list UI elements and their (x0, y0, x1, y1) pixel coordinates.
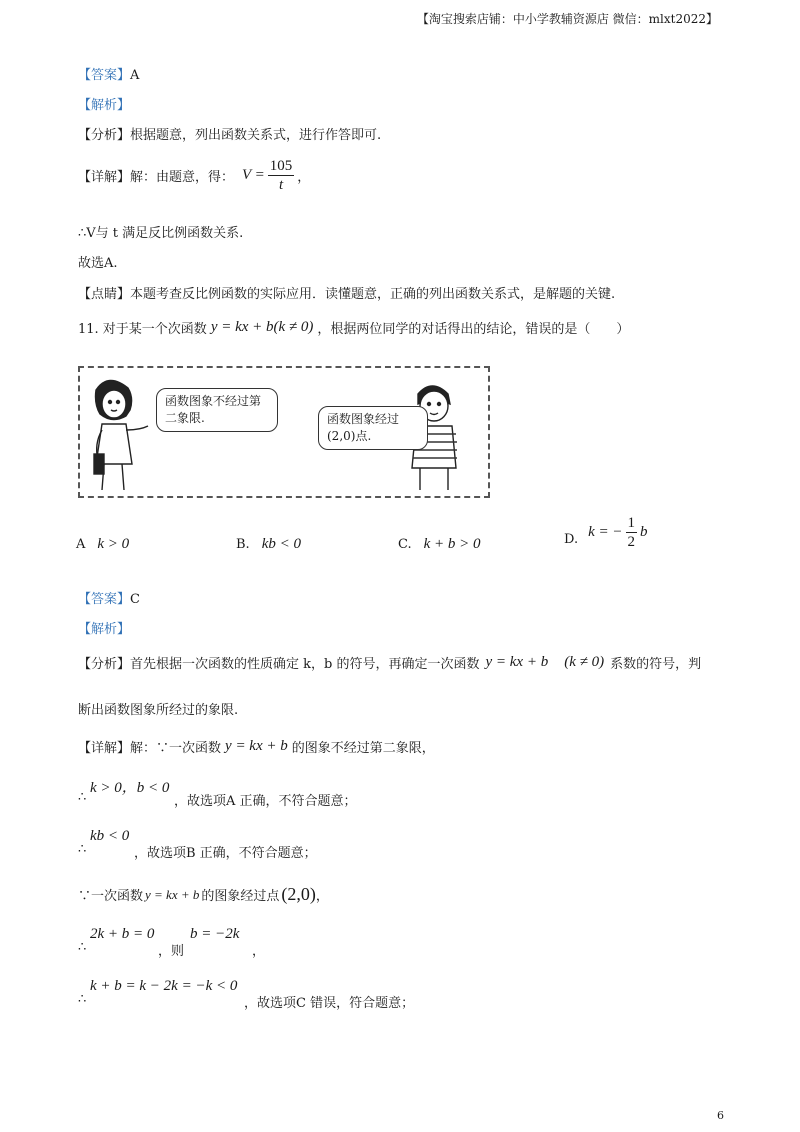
option-a (76, 536, 129, 553)
step5-text: ，故选项C 错误，符合题意； (244, 996, 415, 1011)
dianjing-text: 本题考查反比例函数的实际应用．读懂题意，正确的列出函数关系式，是解题的关键. (130, 287, 616, 302)
fraction-denominator: t (278, 176, 284, 193)
option-expr: k + b > 0 (423, 536, 481, 552)
option-fraction (626, 514, 638, 551)
q11-fenxi-line-2: 断出函数图象所经过的象限. (78, 703, 239, 718)
fenxi-formula: y = kx + b (485, 654, 549, 670)
step4-end: ， (252, 944, 266, 959)
step4-math: 2k + b = 0 (90, 926, 155, 942)
stem-formula: y = kx + b(k ≠ 0) (210, 319, 314, 335)
speech-bubble-left: 函数图象不经过第二象限. (156, 388, 278, 432)
q11-jiexi-tag: 【解析】 (78, 622, 131, 637)
step3-text-b: 的图象经过点 (201, 889, 280, 904)
answer-tag: 【答案】 (78, 68, 131, 83)
step3-text-c: ， (315, 889, 329, 904)
q10-answer-line (78, 64, 139, 83)
speech-bubble-right: 函数图象经过(2,0)点. (318, 406, 428, 450)
q11-answer-line (78, 588, 140, 607)
option-d (564, 514, 648, 551)
option-c (398, 536, 481, 553)
therefore-symbol: ∴ (78, 842, 87, 857)
therefore-symbol: ∴ (78, 992, 87, 1007)
option-b (236, 536, 301, 553)
dialogue-illustration (78, 366, 490, 498)
xiangjie-tag: 【详解】 (78, 169, 131, 185)
option-label: B. (236, 537, 250, 552)
step4-mid: ，则 (158, 944, 185, 959)
answer-value: A (130, 68, 140, 83)
step1-text: ，故选项A 正确，不符合题意； (174, 794, 357, 809)
q11-xiangjie-line (78, 737, 435, 756)
dianjing-tag: 【点睛】 (78, 287, 131, 302)
step5-math: k + b = k − 2k = −k < 0 (90, 978, 238, 994)
option-expr-lhs: k = − (588, 524, 623, 540)
option-label: D. (564, 532, 579, 547)
xiangjie-formula: y = kx + b (225, 738, 288, 754)
formula-fraction (268, 157, 295, 194)
option-expr: k > 0 (97, 536, 130, 552)
q10-dianjing-line (78, 283, 615, 302)
xiangjie-text-a: 解：∵一次函数 (130, 741, 222, 756)
therefore-symbol: ∴ (78, 940, 87, 955)
stem-suffix: ，根据两位同学的对话得出的结论，错误的是（ ） (317, 322, 630, 337)
option-expr: kb < 0 (261, 536, 301, 552)
step1-math: k > 0，b < 0 (90, 780, 170, 796)
answer-value: C (130, 592, 140, 607)
answer-tag: 【答案】 (78, 592, 131, 607)
option-expr-rhs: b (640, 524, 648, 540)
q10-therefore-line: ∴V与 t 满足反比例函数关系. (78, 226, 244, 241)
fenxi-text-a: 首先根据一次函数的性质确定 k，b 的符号，再确定一次函数 (130, 657, 480, 672)
fraction-denominator: 2 (627, 534, 635, 550)
page-number: 6 (717, 1109, 724, 1122)
fenxi-tag: 【分析】 (78, 657, 131, 672)
fraction-numerator: 105 (269, 157, 293, 174)
therefore-symbol: ∴ (78, 790, 87, 805)
xiangjie-text: 解：由题意，得： (130, 169, 235, 185)
option-label: A (76, 537, 86, 552)
step4-math2: b = −2k (190, 926, 240, 942)
step3-point: (2,0) (281, 884, 316, 904)
fenxi-text: 根据题意，列出函数关系式，进行作答即可. (130, 128, 382, 143)
option-label: C. (398, 537, 412, 552)
formula-tail: ， (297, 169, 311, 185)
step-3 (78, 884, 329, 905)
q10-jiexi-tag: 【解析】 (78, 98, 131, 113)
q11-stem (78, 318, 629, 337)
girl-figure (94, 380, 148, 490)
q11-fenxi-line (78, 653, 701, 672)
step3-text-a: ∵一次函数 (78, 889, 144, 904)
fraction-numerator: 1 (627, 515, 635, 531)
xiangjie-tag: 【详解】 (78, 741, 131, 756)
step3-formula: y = kx + b (145, 886, 200, 902)
fenxi-text-b: 系数的符号，判 (610, 657, 702, 672)
formula-lhs: V = (242, 166, 265, 183)
fenxi-tag: 【分析】 (78, 128, 131, 143)
q10-fenxi-line (78, 124, 381, 143)
step2-text: ，故选项B 正确，不符合题意； (134, 846, 317, 861)
xiangjie-text-b: 的图象不经过第二象限， (291, 741, 435, 756)
fenxi-condition: (k ≠ 0) (564, 654, 605, 670)
q10-choose-line: 故选A. (78, 256, 118, 271)
step2-math: kb < 0 (90, 828, 130, 844)
stem-prefix: 11. 对于某一个次函数 (78, 322, 207, 337)
q10-xiangjie-line (78, 154, 310, 196)
page-header: 【淘宝搜索店铺：中小学教辅资源店 微信：mlxt2022】 (416, 12, 718, 26)
